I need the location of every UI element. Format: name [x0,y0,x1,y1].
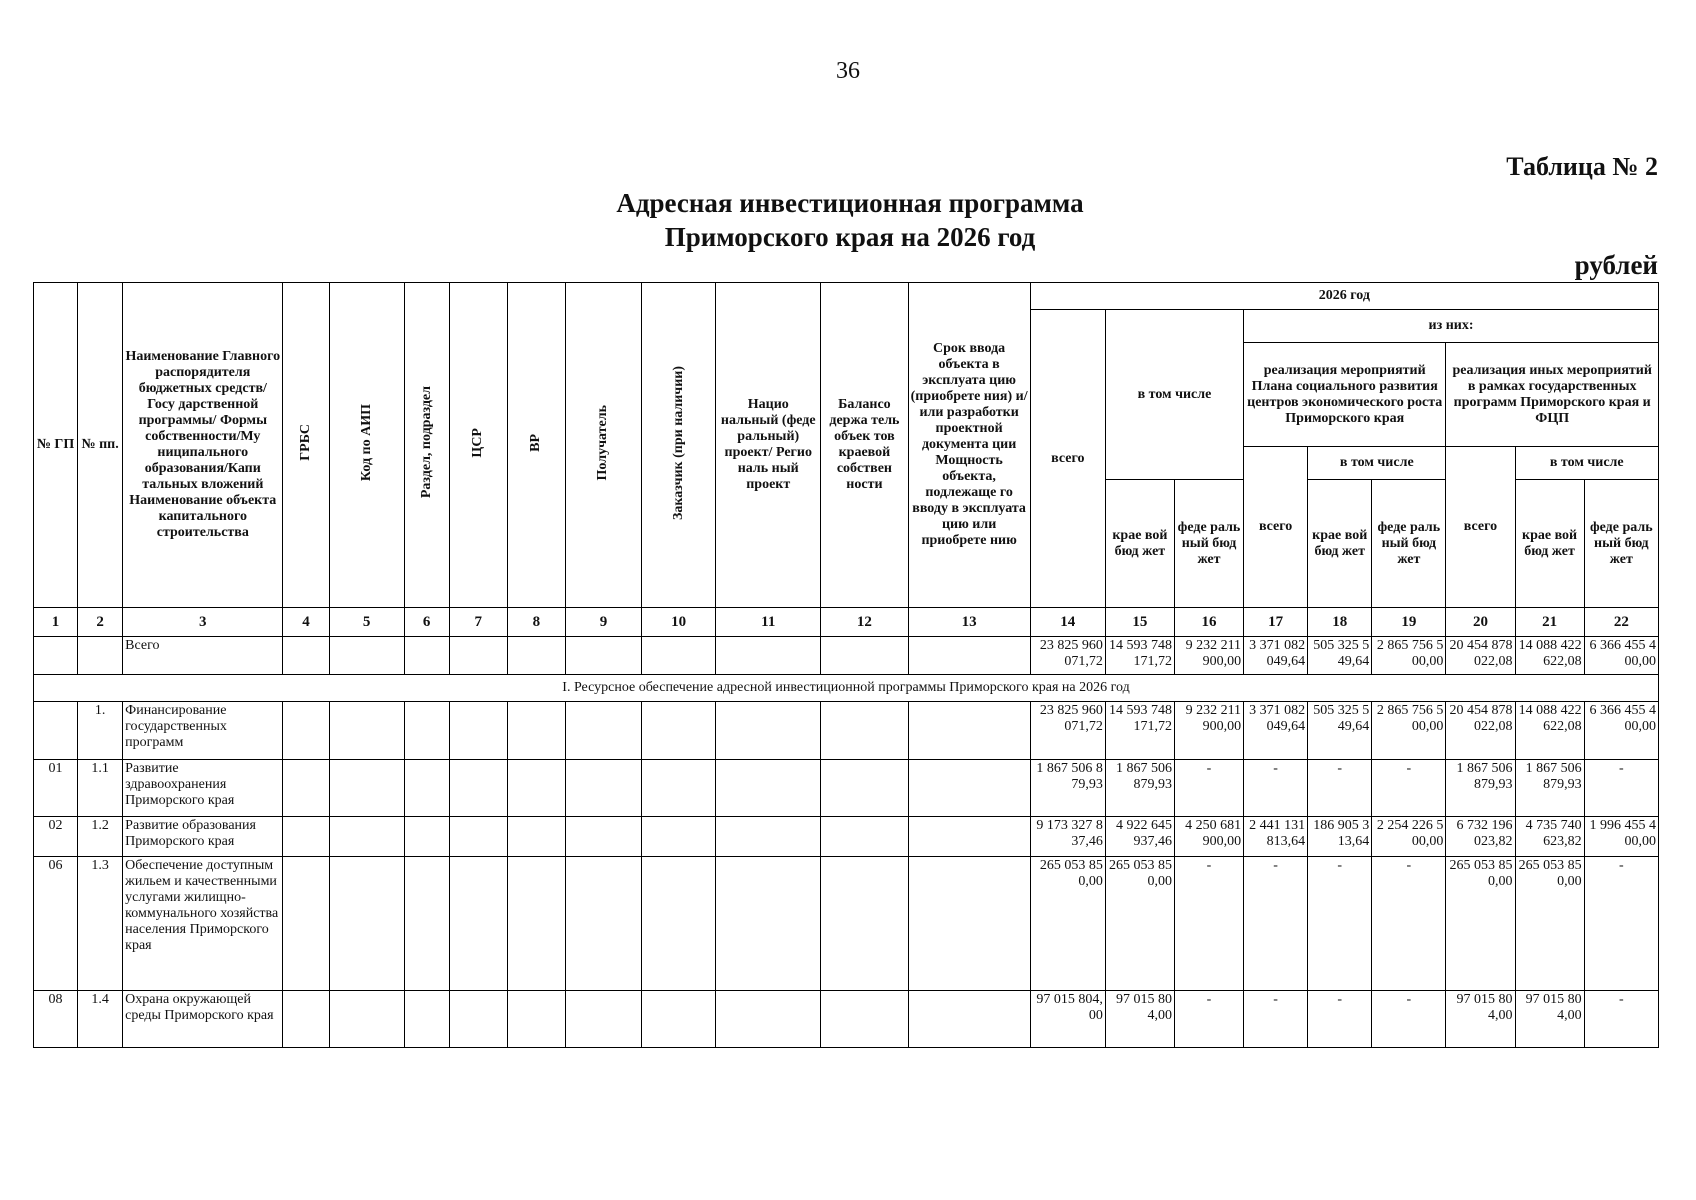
cell-empty [821,991,908,1048]
column-number: 14 [1030,608,1105,637]
cell-value: 2 865 756 500,00 [1372,637,1446,675]
cell-value: 265 053 850,00 [1515,857,1584,991]
cell-pp: 1.1 [78,760,123,817]
cell-value: - [1308,857,1372,991]
section-row [34,675,1659,702]
cell-empty [908,991,1030,1048]
header-including: в том числе [1105,310,1243,480]
cell-empty [908,702,1030,760]
header-customer: Заказчик (при наличии) [642,283,716,608]
cell-pp [78,637,123,675]
cell-empty [507,857,565,991]
header-aip-code: Код по АИП [329,283,404,608]
header-of-which: из них: [1244,310,1659,343]
cell-value: 265 053 850,00 [1105,857,1174,991]
column-number: 1 [34,608,78,637]
cell-value: 3 371 082 049,64 [1244,637,1308,675]
cell-value: - [1244,760,1308,817]
header-other-including: в том числе [1515,447,1658,480]
column-number: 15 [1105,608,1174,637]
cell-empty [642,702,716,760]
cell-value: 4 250 681 900,00 [1174,817,1243,857]
cell-name: Развитие здравоохранения Приморского края [123,760,283,817]
cell-empty [716,857,821,991]
cell-value: 6 732 196 023,82 [1446,817,1515,857]
cell-value: 505 325 549,64 [1308,702,1372,760]
column-number: 13 [908,608,1030,637]
cell-empty [404,857,449,991]
header-plan-regional-budget: крае вой бюд жет [1308,480,1372,608]
cell-gp: 08 [34,991,78,1048]
column-number: 5 [329,608,404,637]
column-number: 16 [1174,608,1243,637]
header-national-project: Нацио нальный (феде ральный) проект/ Регио наль ный проект [716,283,821,608]
cell-value: 20 454 878 022,08 [1446,702,1515,760]
cell-empty [908,857,1030,991]
header-year: 2026 год [1030,283,1658,310]
cell-value: 1 867 506 879,93 [1446,760,1515,817]
header-other-group: реализация иных мероприятий в рамках государственных программ Приморского края и ФЦП [1446,343,1659,447]
table-row [34,857,1659,991]
cell-value: 97 015 804,00 [1446,991,1515,1048]
column-number: 18 [1308,608,1372,637]
cell-empty [404,760,449,817]
table-row [34,760,1659,817]
cell-value: 14 593 748 171,72 [1105,702,1174,760]
cell-empty [329,991,404,1048]
header-deadline: Срок ввода объекта в эксплуата цию (приобрете ния) и/или разработки проектной документа ции Мощность объекта, подлежаще го вводу в эксплуата цию или приобрете нию [908,283,1030,608]
cell-pp: 1.2 [78,817,123,857]
cell-value: 2 254 226 500,00 [1372,817,1446,857]
column-number: 4 [283,608,329,637]
cell-value: 186 905 313,64 [1308,817,1372,857]
cell-empty [821,817,908,857]
cell-pp: 1.3 [78,857,123,991]
cell-empty [329,760,404,817]
header-plan-group: реализация мероприятий Плана социального развития центров экономического роста Приморского края [1244,343,1446,447]
cell-name: Охрана окружающей среды Приморского края [123,991,283,1048]
cell-value: - [1244,991,1308,1048]
header-other-regional-budget: крае вой бюд жет [1515,480,1584,608]
cell-empty [565,817,641,857]
cell-empty [507,702,565,760]
header-regional-budget: крае вой бюд жет [1105,480,1174,608]
cell-empty [329,857,404,991]
title-line-2: Приморского края на 2026 год [664,222,1036,252]
cell-empty [449,702,507,760]
column-number: 9 [565,608,641,637]
cell-value: 265 053 850,00 [1030,857,1105,991]
header-plan-total: всего [1244,447,1308,608]
cell-name: Развитие образования Приморского края [123,817,283,857]
column-number: 7 [449,608,507,637]
cell-value: 2 865 756 500,00 [1372,702,1446,760]
cell-empty [449,817,507,857]
header-pp-number: № пп. [78,283,123,608]
column-number: 12 [821,608,908,637]
cell-empty [821,637,908,675]
cell-empty [507,760,565,817]
cell-value: 1 867 506 879,93 [1105,760,1174,817]
cell-empty [507,817,565,857]
cell-empty [908,760,1030,817]
cell-empty [565,760,641,817]
column-number: 10 [642,608,716,637]
cell-empty [449,991,507,1048]
cell-empty [716,760,821,817]
cell-value: 6 366 455 400,00 [1584,637,1658,675]
header-section: Раздел, подраздел [404,283,449,608]
cell-value: 1 867 506 879,93 [1515,760,1584,817]
cell-empty [329,637,404,675]
cell-empty [329,817,404,857]
cell-value: - [1372,857,1446,991]
cell-value: 505 325 549,64 [1308,637,1372,675]
cell-value: 2 441 131 813,64 [1244,817,1308,857]
column-number: 17 [1244,608,1308,637]
header-gp-number: № ГП [34,283,78,608]
cell-empty [642,857,716,991]
cell-empty [283,857,329,991]
table-row [34,817,1659,857]
cell-value: - [1174,760,1243,817]
cell-value: 20 454 878 022,08 [1446,637,1515,675]
column-number: 21 [1515,608,1584,637]
document-title [500,186,1200,254]
cell-empty [642,817,716,857]
cell-gp [34,637,78,675]
cell-empty [404,817,449,857]
investment-program-table [33,282,1659,1048]
cell-value: - [1584,760,1658,817]
cell-value: 97 015 804,00 [1105,991,1174,1048]
table-row [34,702,1659,760]
header-vr: ВР [507,283,565,608]
cell-empty [565,857,641,991]
cell-empty [908,637,1030,675]
cell-empty [642,760,716,817]
currency-unit: рублей [1574,250,1658,280]
cell-value: - [1584,857,1658,991]
table-row-total [34,637,1659,675]
cell-value: - [1372,760,1446,817]
cell-value: 23 825 960 071,72 [1030,702,1105,760]
header-other-federal-budget: феде раль ный бюд жет [1584,480,1658,608]
cell-name: Финансирование государственных программ [123,702,283,760]
cell-empty [716,817,821,857]
header-plan-including: в том числе [1308,447,1446,480]
cell-gp: 02 [34,817,78,857]
cell-empty [449,637,507,675]
column-number: 3 [123,608,283,637]
cell-value: 97 015 804,00 [1515,991,1584,1048]
cell-empty [507,991,565,1048]
header-total: всего [1030,310,1105,608]
page-number: 36 [836,58,860,84]
column-number: 19 [1372,608,1446,637]
column-number: 20 [1446,608,1515,637]
cell-value: 4 735 740 623,82 [1515,817,1584,857]
column-number: 8 [507,608,565,637]
cell-gp: 01 [34,760,78,817]
cell-gp [34,702,78,760]
section-title: I. Ресурсное обеспечение адресной инвестиционной программы Приморского края на 2026 год [34,675,1659,702]
cell-value: - [1174,991,1243,1048]
cell-empty [821,702,908,760]
cell-empty [565,637,641,675]
cell-empty [821,760,908,817]
cell-value: 1 996 455 400,00 [1584,817,1658,857]
cell-empty [821,857,908,991]
cell-empty [449,760,507,817]
cell-value: 23 825 960 071,72 [1030,637,1105,675]
cell-empty [565,991,641,1048]
cell-value: - [1308,760,1372,817]
header-federal-budget: феде раль ный бюд жет [1174,480,1243,608]
table-number: Таблица № 2 [1506,152,1658,181]
cell-value: 1 867 506 879,93 [1030,760,1105,817]
column-number: 6 [404,608,449,637]
cell-value: - [1372,991,1446,1048]
cell-empty [404,637,449,675]
cell-empty [283,760,329,817]
cell-value: - [1308,991,1372,1048]
cell-empty [404,991,449,1048]
cell-empty [283,702,329,760]
cell-empty [283,817,329,857]
header-name: Наименование Главного распорядителя бюджетных средств/Госу дарственной программы/ Формы собственности/Му ниципального образования/Капи тальных вложений Наименование объекта капитального строительства [123,283,283,608]
cell-name: Всего [123,637,283,675]
cell-name: Обеспечение доступным жильем и качественными услугами жилищно-коммунального хозяйства населения Приморского края [123,857,283,991]
cell-value: 97 015 804,00 [1030,991,1105,1048]
header-recipient: Получатель [565,283,641,608]
cell-empty [716,702,821,760]
header-other-total: всего [1446,447,1515,608]
cell-empty [716,991,821,1048]
header-csr: ЦСР [449,283,507,608]
cell-empty [565,702,641,760]
table-row [34,991,1659,1048]
cell-empty [507,637,565,675]
cell-empty [642,637,716,675]
cell-value: 4 922 645 937,46 [1105,817,1174,857]
cell-value: - [1244,857,1308,991]
cell-value: 9 232 211 900,00 [1174,637,1243,675]
cell-value: 9 173 327 837,46 [1030,817,1105,857]
cell-value: 3 371 082 049,64 [1244,702,1308,760]
cell-empty [329,702,404,760]
header-plan-federal-budget: феде раль ный бюд жет [1372,480,1446,608]
column-number: 22 [1584,608,1658,637]
cell-empty [283,991,329,1048]
cell-value: 265 053 850,00 [1446,857,1515,991]
cell-value: 14 088 422 622,08 [1515,637,1584,675]
cell-value: - [1174,857,1243,991]
column-number-row [34,608,1659,637]
cell-empty [908,817,1030,857]
cell-value: 14 088 422 622,08 [1515,702,1584,760]
cell-pp: 1.4 [78,991,123,1048]
cell-value: 9 232 211 900,00 [1174,702,1243,760]
cell-empty [404,702,449,760]
cell-pp: 1. [78,702,123,760]
cell-empty [716,637,821,675]
cell-empty [283,637,329,675]
cell-gp: 06 [34,857,78,991]
column-number: 11 [716,608,821,637]
cell-value: 14 593 748 171,72 [1105,637,1174,675]
cell-empty [449,857,507,991]
cell-empty [642,991,716,1048]
header-balance-holder: Балансо держа тель объек тов краевой собствен ности [821,283,908,608]
cell-value: 6 366 455 400,00 [1584,702,1658,760]
title-line-1: Адресная инвестиционная программа [616,188,1084,218]
header-grbs: ГРБС [283,283,329,608]
cell-value: - [1584,991,1658,1048]
column-number: 2 [78,608,123,637]
